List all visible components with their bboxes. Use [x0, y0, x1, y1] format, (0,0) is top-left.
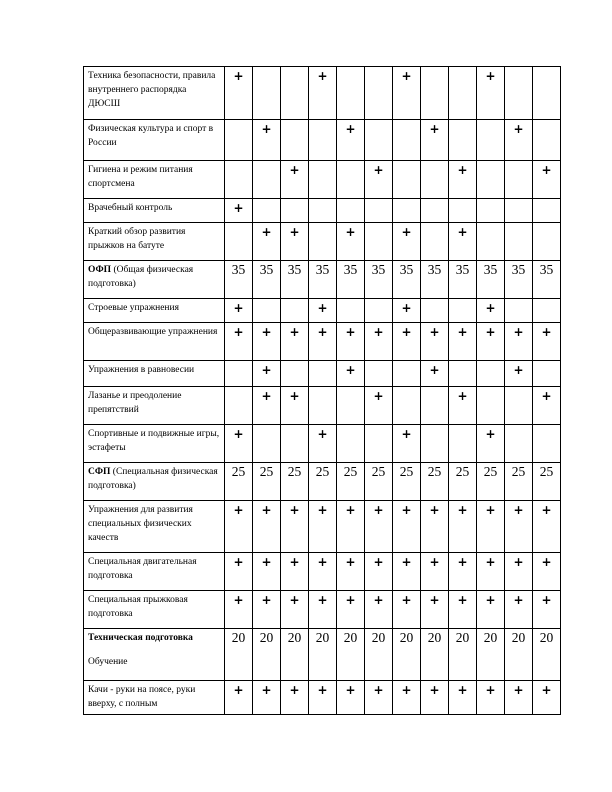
plus-mark-cell: + — [225, 199, 253, 223]
table-row — [84, 501, 561, 553]
plus-mark-cell — [421, 199, 449, 223]
plus-mark-cell — [505, 387, 533, 425]
plus-mark-cell: + — [477, 67, 505, 120]
row-label — [84, 361, 225, 387]
hours-cell: 35 — [253, 261, 281, 299]
plus-mark-cell: + — [225, 553, 253, 591]
plus-mark-cell — [337, 387, 365, 425]
row-label — [84, 223, 225, 261]
plus-mark-cell: + — [421, 553, 449, 591]
row-label-note: (Специальная физическая подготовка) — [88, 467, 218, 491]
table-row — [84, 681, 561, 715]
plus-mark-cell — [533, 199, 561, 223]
plus-mark-cell — [337, 199, 365, 223]
plus-mark-cell: + — [505, 553, 533, 591]
plus-mark-cell: + — [449, 681, 477, 715]
plus-mark-cell: + — [421, 591, 449, 629]
table-row — [84, 387, 561, 425]
hours-cell: 25 — [309, 463, 337, 501]
plus-mark-cell — [449, 120, 477, 161]
plus-mark-cell — [253, 425, 281, 463]
plus-mark-cell — [365, 223, 393, 261]
plus-mark-cell — [421, 387, 449, 425]
plus-mark-cell — [225, 161, 253, 199]
plus-mark-cell — [309, 387, 337, 425]
row-label — [84, 463, 225, 501]
hours-cell: 20 — [477, 629, 505, 681]
plus-mark-cell: + — [533, 681, 561, 715]
table-row — [84, 629, 561, 681]
plus-mark-cell: + — [449, 223, 477, 261]
hours-cell: 35 — [365, 261, 393, 299]
hours-cell: 25 — [449, 463, 477, 501]
plus-mark-cell — [421, 299, 449, 323]
row-label-text: Специальная двигательная подготовка — [88, 557, 197, 581]
hours-cell: 20 — [225, 629, 253, 681]
hours-cell: 20 — [253, 629, 281, 681]
plus-mark-cell — [533, 299, 561, 323]
plus-mark-cell: + — [253, 223, 281, 261]
plus-mark-cell — [449, 299, 477, 323]
row-label-text: Гигиена и режим питания спортсмена — [88, 165, 193, 189]
plus-mark-cell — [505, 425, 533, 463]
plus-mark-cell: + — [281, 223, 309, 261]
row-label — [84, 120, 225, 161]
plus-mark-cell: + — [477, 425, 505, 463]
plus-mark-cell: + — [365, 501, 393, 553]
row-label — [84, 199, 225, 223]
plus-mark-cell: + — [421, 120, 449, 161]
row-label-text: Спортивные и подвижные игры, эстафеты — [88, 429, 220, 453]
row-label — [84, 387, 225, 425]
plus-mark-cell: + — [281, 501, 309, 553]
plus-mark-cell: + — [337, 591, 365, 629]
row-label — [84, 261, 225, 299]
plus-mark-cell: + — [365, 161, 393, 199]
hours-cell: 20 — [449, 629, 477, 681]
plus-mark-cell: + — [533, 591, 561, 629]
plus-mark-cell: + — [393, 425, 421, 463]
plus-mark-cell: + — [505, 591, 533, 629]
plus-mark-cell — [393, 387, 421, 425]
hours-cell: 25 — [477, 463, 505, 501]
plus-mark-cell — [505, 199, 533, 223]
plus-mark-cell: + — [337, 361, 365, 387]
hours-cell: 25 — [505, 463, 533, 501]
row-label-text: Лазанье и преодоление препятствий — [88, 391, 182, 415]
table-row — [84, 67, 561, 120]
plus-mark-cell: + — [365, 591, 393, 629]
plus-mark-cell — [309, 199, 337, 223]
hours-cell: 25 — [253, 463, 281, 501]
plus-mark-cell — [533, 223, 561, 261]
training-plan-body — [84, 67, 561, 715]
row-label — [84, 323, 225, 361]
plus-mark-cell: + — [253, 387, 281, 425]
plus-mark-cell — [393, 199, 421, 223]
plus-mark-cell: + — [393, 501, 421, 553]
plus-mark-cell: + — [393, 299, 421, 323]
plus-mark-cell — [309, 120, 337, 161]
plus-mark-cell: + — [449, 501, 477, 553]
hours-cell: 35 — [533, 261, 561, 299]
plus-mark-cell: + — [225, 681, 253, 715]
plus-mark-cell: + — [449, 387, 477, 425]
plus-mark-cell: + — [393, 67, 421, 120]
plus-mark-cell: + — [533, 323, 561, 361]
plus-mark-cell: + — [281, 681, 309, 715]
plus-mark-cell — [309, 161, 337, 199]
plus-mark-cell: + — [365, 323, 393, 361]
plus-mark-cell: + — [477, 323, 505, 361]
row-label — [84, 591, 225, 629]
row-label-text: Качи - руки на поясе, руки вверху, с полным — [88, 685, 196, 709]
plus-mark-cell: + — [365, 387, 393, 425]
row-label — [84, 629, 225, 681]
row-label-text: Общеразвивающие упражнения — [88, 327, 218, 337]
hours-cell: 20 — [309, 629, 337, 681]
plus-mark-cell: + — [449, 591, 477, 629]
plus-mark-cell: + — [393, 681, 421, 715]
plus-mark-cell: + — [253, 361, 281, 387]
plus-mark-cell — [253, 199, 281, 223]
row-label-text: Упражнения для развития специальных физических качеств — [88, 505, 193, 543]
plus-mark-cell — [449, 199, 477, 223]
plus-mark-cell — [505, 161, 533, 199]
plus-mark-cell: + — [533, 161, 561, 199]
plus-mark-cell — [505, 223, 533, 261]
row-label-sub: Обучение — [88, 657, 128, 667]
row-label-text: Специальная прыжковая подготовка — [88, 595, 188, 619]
plus-mark-cell: + — [533, 387, 561, 425]
table-row — [84, 223, 561, 261]
hours-cell: 35 — [225, 261, 253, 299]
plus-mark-cell: + — [393, 553, 421, 591]
plus-mark-cell — [337, 67, 365, 120]
plus-mark-cell — [225, 223, 253, 261]
plus-mark-cell: + — [449, 553, 477, 591]
row-label-text: Упражнения в равновесии — [88, 365, 195, 375]
plus-mark-cell: + — [281, 553, 309, 591]
plus-mark-cell: + — [281, 323, 309, 361]
table-row — [84, 299, 561, 323]
plus-mark-cell: + — [365, 681, 393, 715]
row-label — [84, 299, 225, 323]
plus-mark-cell: + — [477, 681, 505, 715]
table-row — [84, 591, 561, 629]
hours-cell: 35 — [337, 261, 365, 299]
plus-mark-cell — [477, 361, 505, 387]
plus-mark-cell: + — [337, 120, 365, 161]
plus-mark-cell: + — [421, 361, 449, 387]
plus-mark-cell: + — [477, 501, 505, 553]
plus-mark-cell — [421, 425, 449, 463]
table-row — [84, 199, 561, 223]
plus-mark-cell — [365, 425, 393, 463]
plus-mark-cell: + — [309, 501, 337, 553]
plus-mark-cell — [253, 67, 281, 120]
row-label-text: СФП — [88, 467, 111, 477]
plus-mark-cell: + — [505, 501, 533, 553]
hours-cell: 20 — [281, 629, 309, 681]
hours-cell: 25 — [421, 463, 449, 501]
row-label-text: Техника безопасности, правила внутреннего распорядка ДЮСШ — [88, 71, 216, 109]
hours-cell: 25 — [365, 463, 393, 501]
hours-cell: 35 — [477, 261, 505, 299]
plus-mark-cell — [365, 199, 393, 223]
plus-mark-cell — [421, 67, 449, 120]
plus-mark-cell — [253, 299, 281, 323]
plus-mark-cell: + — [309, 299, 337, 323]
plus-mark-cell — [449, 67, 477, 120]
plus-mark-cell — [505, 67, 533, 120]
plus-mark-cell: + — [421, 323, 449, 361]
plus-mark-cell — [477, 387, 505, 425]
row-label-text: ОФП — [88, 265, 112, 275]
table-row — [84, 553, 561, 591]
hours-cell: 35 — [281, 261, 309, 299]
plus-mark-cell: + — [505, 323, 533, 361]
plus-mark-cell — [365, 299, 393, 323]
plus-mark-cell — [449, 425, 477, 463]
row-label — [84, 161, 225, 199]
plus-mark-cell: + — [393, 223, 421, 261]
plus-mark-cell — [281, 120, 309, 161]
plus-mark-cell — [477, 120, 505, 161]
plus-mark-cell: + — [309, 425, 337, 463]
hours-cell: 35 — [309, 261, 337, 299]
hours-cell: 20 — [393, 629, 421, 681]
plus-mark-cell — [337, 425, 365, 463]
plus-mark-cell: + — [225, 67, 253, 120]
plus-mark-cell: + — [309, 553, 337, 591]
plus-mark-cell: + — [421, 681, 449, 715]
plus-mark-cell: + — [281, 161, 309, 199]
plus-mark-cell — [337, 299, 365, 323]
plus-mark-cell: + — [449, 161, 477, 199]
plus-mark-cell: + — [253, 681, 281, 715]
row-label-note: (Общая физическая подготовка) — [88, 265, 194, 289]
plus-mark-cell: + — [505, 361, 533, 387]
plus-mark-cell: + — [225, 425, 253, 463]
plus-mark-cell — [477, 161, 505, 199]
hours-cell: 20 — [505, 629, 533, 681]
plus-mark-cell: + — [225, 501, 253, 553]
plus-mark-cell — [309, 361, 337, 387]
hours-cell: 20 — [337, 629, 365, 681]
plus-mark-cell: + — [309, 591, 337, 629]
plus-mark-cell — [477, 199, 505, 223]
hours-cell: 20 — [365, 629, 393, 681]
plus-mark-cell: + — [477, 299, 505, 323]
plus-mark-cell — [477, 223, 505, 261]
row-label — [84, 425, 225, 463]
row-label-text: Строевые упражнения — [88, 303, 179, 313]
hours-cell: 25 — [393, 463, 421, 501]
plus-mark-cell — [393, 161, 421, 199]
training-plan-table — [83, 66, 561, 715]
hours-cell: 25 — [225, 463, 253, 501]
plus-mark-cell — [505, 299, 533, 323]
plus-mark-cell — [225, 361, 253, 387]
plus-mark-cell: + — [253, 501, 281, 553]
plus-mark-cell: + — [225, 323, 253, 361]
plus-mark-cell — [253, 161, 281, 199]
plus-mark-cell: + — [309, 681, 337, 715]
table-row — [84, 361, 561, 387]
row-label-text: Физическая культура и спорт в России — [88, 124, 214, 148]
hours-cell: 35 — [505, 261, 533, 299]
plus-mark-cell: + — [281, 591, 309, 629]
plus-mark-cell: + — [533, 553, 561, 591]
plus-mark-cell — [281, 299, 309, 323]
plus-mark-cell: + — [533, 501, 561, 553]
table-row — [84, 120, 561, 161]
plus-mark-cell — [281, 199, 309, 223]
plus-mark-cell — [281, 361, 309, 387]
hours-cell: 20 — [533, 629, 561, 681]
plus-mark-cell: + — [505, 120, 533, 161]
plus-mark-cell: + — [253, 120, 281, 161]
plus-mark-cell — [365, 120, 393, 161]
plus-mark-cell — [393, 361, 421, 387]
plus-mark-cell: + — [253, 323, 281, 361]
row-label — [84, 681, 225, 715]
plus-mark-cell: + — [421, 501, 449, 553]
plus-mark-cell — [281, 67, 309, 120]
plus-mark-cell: + — [505, 681, 533, 715]
plus-mark-cell — [533, 67, 561, 120]
row-label-text: Техническая подготовка — [88, 633, 193, 643]
plus-mark-cell: + — [337, 223, 365, 261]
plus-mark-cell: + — [337, 501, 365, 553]
plus-mark-cell: + — [225, 591, 253, 629]
plus-mark-cell: + — [477, 553, 505, 591]
hours-cell: 25 — [281, 463, 309, 501]
row-label — [84, 553, 225, 591]
plus-mark-cell: + — [477, 591, 505, 629]
hours-cell: 35 — [393, 261, 421, 299]
hours-cell: 35 — [421, 261, 449, 299]
plus-mark-cell — [421, 161, 449, 199]
plus-mark-cell — [365, 67, 393, 120]
row-label-text: Краткий обзор развития прыжков на батуте — [88, 227, 186, 251]
hours-cell: 20 — [421, 629, 449, 681]
plus-mark-cell: + — [337, 323, 365, 361]
plus-mark-cell — [533, 425, 561, 463]
plus-mark-cell: + — [393, 323, 421, 361]
row-label-text: Врачебный контроль — [88, 203, 173, 213]
row-label — [84, 501, 225, 553]
plus-mark-cell — [365, 361, 393, 387]
plus-mark-cell — [309, 223, 337, 261]
plus-mark-cell: + — [449, 323, 477, 361]
table-row — [84, 425, 561, 463]
plus-mark-cell: + — [253, 591, 281, 629]
plus-mark-cell — [449, 361, 477, 387]
table-row — [84, 323, 561, 361]
plus-mark-cell: + — [309, 67, 337, 120]
plus-mark-cell — [225, 387, 253, 425]
hours-cell: 25 — [533, 463, 561, 501]
hours-cell: 35 — [449, 261, 477, 299]
plus-mark-cell: + — [225, 299, 253, 323]
row-label — [84, 67, 225, 120]
plus-mark-cell: + — [281, 387, 309, 425]
table-row — [84, 161, 561, 199]
hours-cell: 25 — [337, 463, 365, 501]
table-row — [84, 463, 561, 501]
plus-mark-cell — [533, 361, 561, 387]
plus-mark-cell: + — [337, 553, 365, 591]
plus-mark-cell — [421, 223, 449, 261]
plus-mark-cell — [337, 161, 365, 199]
plus-mark-cell — [393, 120, 421, 161]
plus-mark-cell: + — [253, 553, 281, 591]
plus-mark-cell — [533, 120, 561, 161]
table-row — [84, 261, 561, 299]
plus-mark-cell: + — [365, 553, 393, 591]
plus-mark-cell: + — [309, 323, 337, 361]
plus-mark-cell — [225, 120, 253, 161]
plus-mark-cell: + — [337, 681, 365, 715]
plus-mark-cell — [281, 425, 309, 463]
plus-mark-cell: + — [393, 591, 421, 629]
